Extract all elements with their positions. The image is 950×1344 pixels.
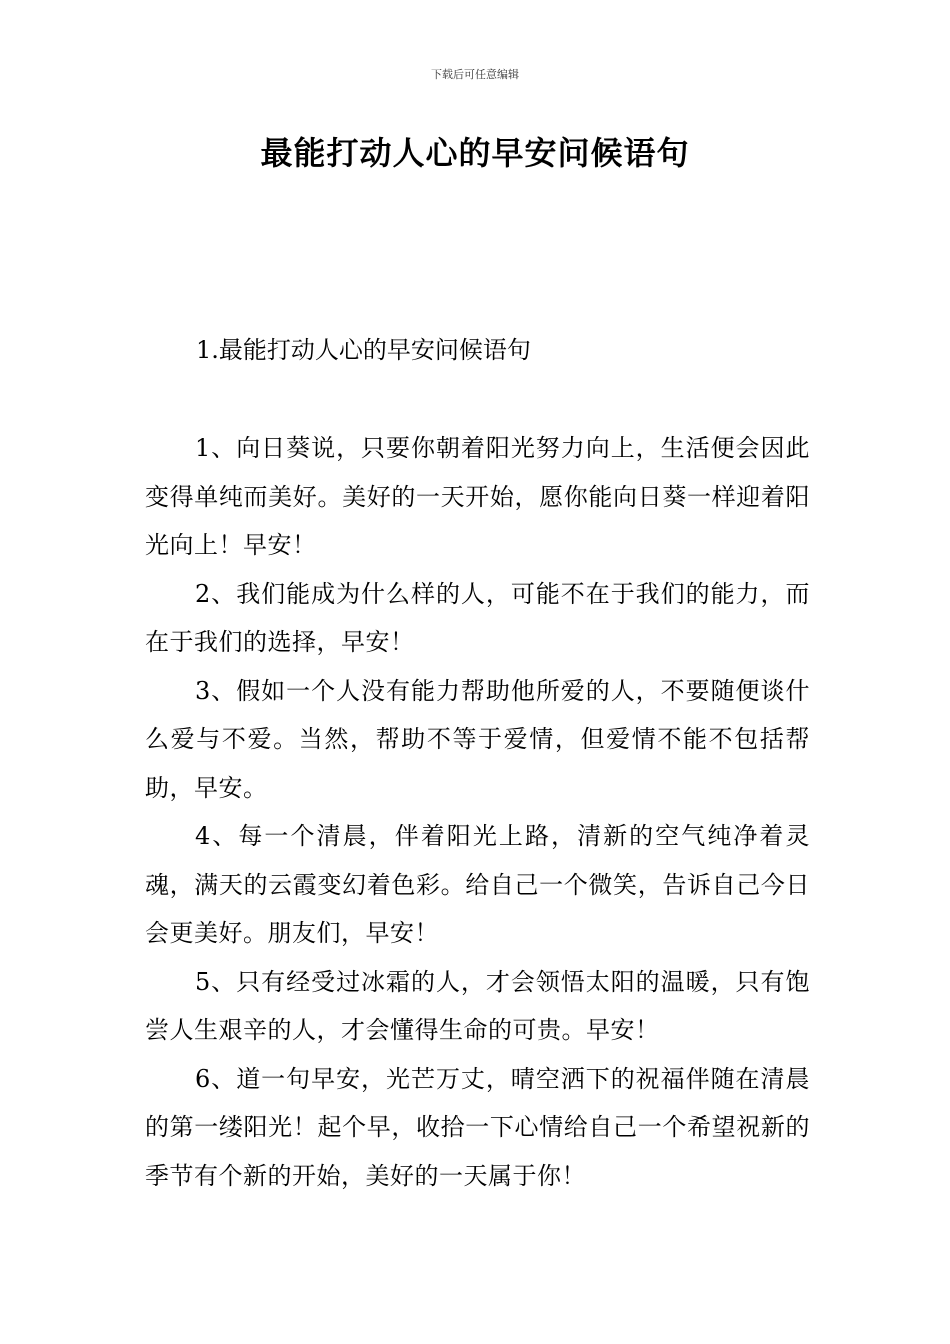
paragraph-5: 5、只有经受过冰霜的人，才会领悟太阳的温暖，只有饱尝人生艰辛的人，才会懂得生命的可贵。早安！: [145, 967, 810, 1044]
document-body: [145, 424, 810, 1200]
paragraph-4: 4、每一个清晨，伴着阳光上路，清新的空气纯净着灵魂，满天的云霞变幻着色彩。给自己一个微笑，告诉自己今日会更美好。朋友们，早安！: [145, 822, 810, 947]
paragraph-6: 6、道一句早安，光芒万丈，晴空洒下的祝福伴随在清晨的第一缕阳光！起个早，收拾一下心情给自己一个希望祝新的季节有个新的开始，美好的一天属于你！: [145, 1064, 810, 1190]
paragraph-1: 1、向日葵说，只要你朝着阳光努力向上，生活便会因此变得单纯而美好。美好的一天开始，愿你能向日葵一样迎着阳光向上！早安！: [145, 434, 810, 559]
section-heading: 1.最能打动人心的早安问候语句: [196, 336, 531, 364]
header-note: 下载后可任意编辑: [431, 68, 519, 81]
document-title: 最能打动人心的早安问候语句: [260, 134, 690, 172]
paragraph-2: 2、我们能成为什么样的人，可能不在于我们的能力，而在于我们的选择，早安！: [145, 579, 810, 656]
paragraph-3: 3、假如一个人没有能力帮助他所爱的人，不要随便谈什么爱与不爱。当然，帮助不等于爱情，但爱情不能不包括帮助，早安。: [145, 676, 810, 802]
